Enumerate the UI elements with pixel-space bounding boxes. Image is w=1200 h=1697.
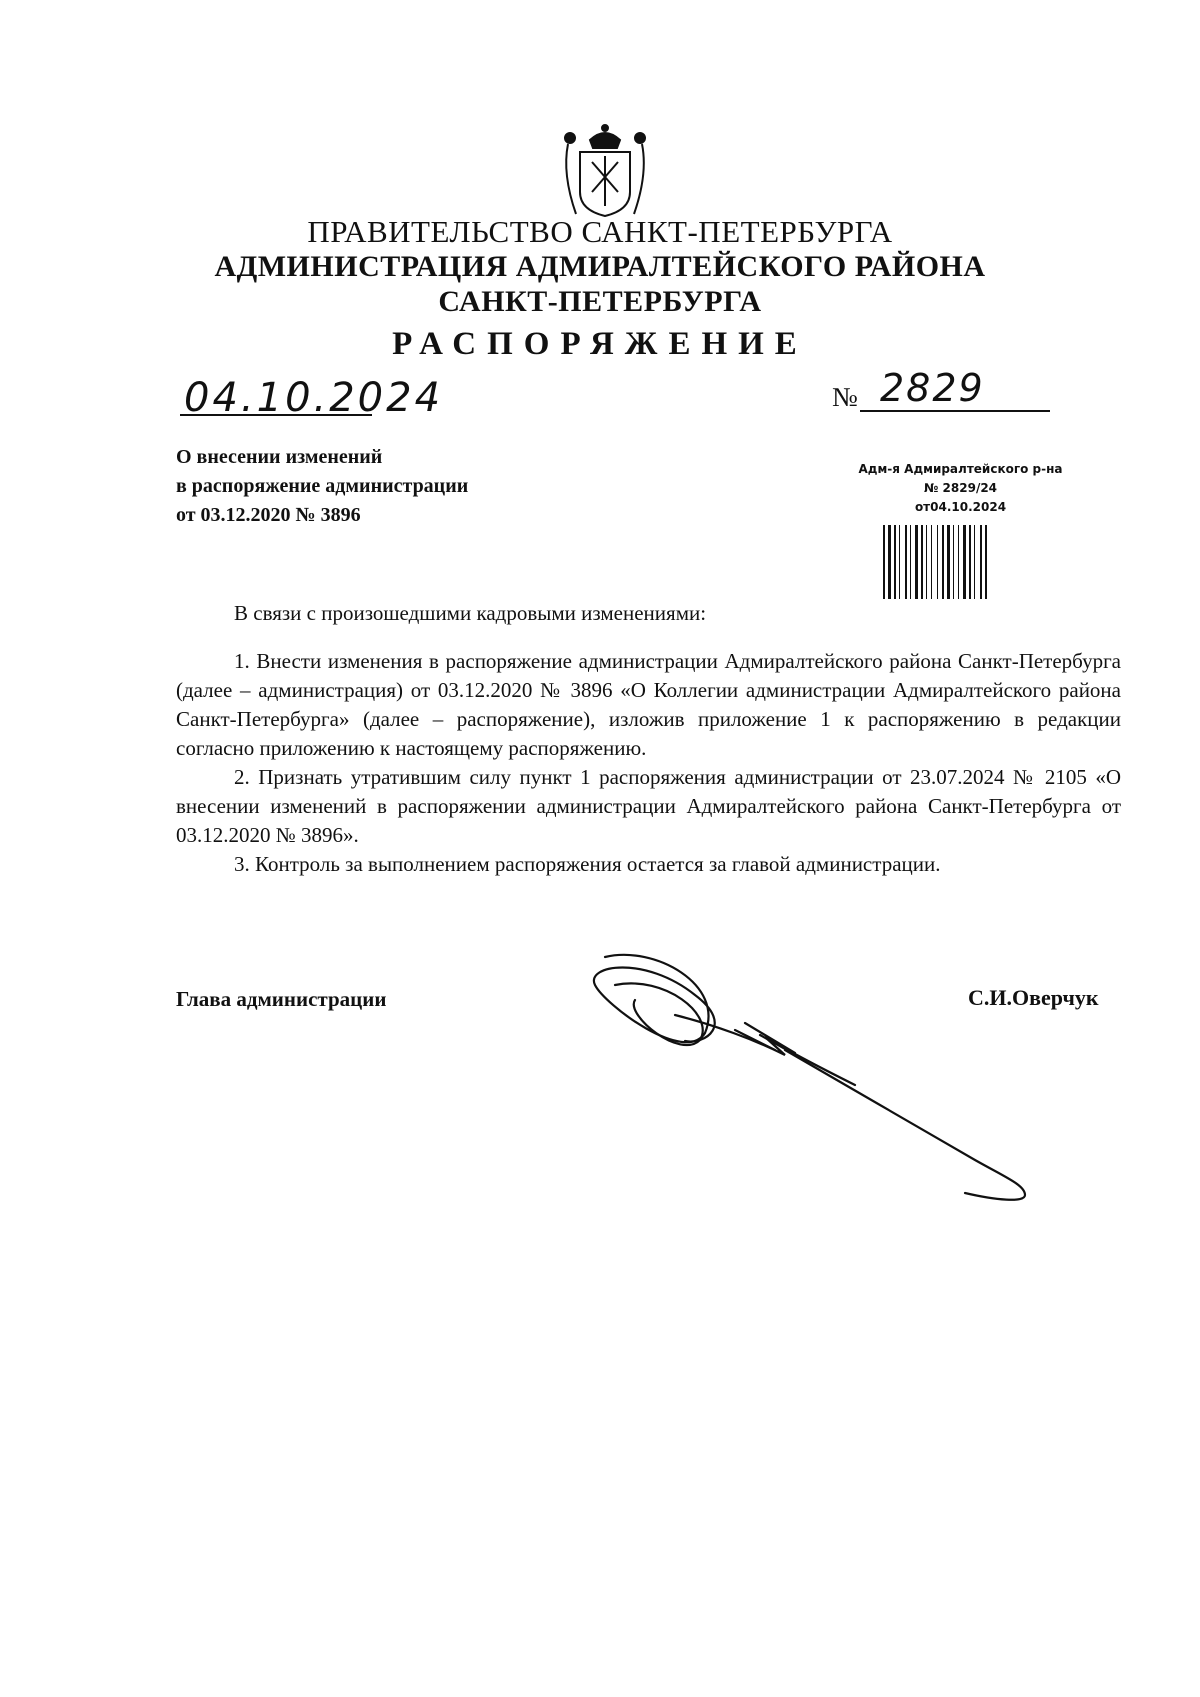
- signatory-name: С.И.Оверчук: [968, 985, 1099, 1010]
- barcode-bar: [910, 525, 911, 599]
- registration-stamp: [848, 460, 1073, 599]
- document-type: РАСПОРЯЖЕНИЕ: [392, 326, 808, 362]
- barcode-bar: [894, 525, 896, 599]
- barcode-bar: [974, 525, 975, 599]
- barcode-bar: [980, 525, 982, 599]
- barcode-bar: [899, 525, 900, 599]
- barcode-bar: [969, 525, 971, 599]
- city-name: САНКТ-ПЕТЕРБУРГА: [438, 285, 762, 318]
- handwritten-signature: [585, 945, 1055, 1210]
- barcode-bar: [963, 525, 966, 599]
- barcode-bar: [947, 525, 950, 599]
- barcode-bar: [926, 525, 927, 599]
- barcode-bar: [937, 525, 938, 599]
- barcode-bar: [985, 525, 987, 599]
- stamp-date: от04.10.2024: [914, 500, 1007, 514]
- body-text: [176, 647, 1121, 879]
- signatory-title: Глава администрации: [176, 987, 387, 1011]
- subject-line: в распоряжение администрации: [176, 475, 469, 497]
- intro-text: В связи с произошедшими кадровыми изменениями:: [234, 601, 707, 625]
- government-name: ПРАВИТЕЛЬСТВО САНКТ-ПЕТЕРБУРГА: [307, 214, 893, 249]
- subject-line: О внесении изменений: [176, 446, 383, 468]
- barcode-bar: [931, 525, 932, 599]
- barcode-bar: [921, 525, 923, 599]
- barcode-icon: [881, 525, 1041, 599]
- number-underline: [860, 410, 1050, 412]
- barcode-bar: [953, 525, 954, 599]
- coat-of-arms-icon: [560, 122, 650, 222]
- barcode-bar: [905, 525, 907, 599]
- document-date: 04.10.2024: [184, 375, 444, 421]
- barcode-bar: [883, 525, 885, 599]
- subject-block: [176, 443, 596, 530]
- subject-line: от 03.12.2020 № 3896: [176, 504, 361, 526]
- barcode-bar: [888, 525, 891, 599]
- barcode-bar: [958, 525, 959, 599]
- paragraph-1: 1. Внести изменения в распоряжение администрации Адмиралтейского района Санкт-Петербурга (далее – администрация) от 03.12.2020 № 3896 «О Коллегии администрации Адмиралтейского района Санкт-Петербурга» (далее – распоряжение), изложив приложение 1 к распоряжению в редакции согласно приложению к настоящему распоряжению.: [176, 649, 1121, 760]
- stamp-number: № 2829/24: [923, 481, 998, 495]
- stamp-org: Адм-я Адмиралтейского р-на: [858, 462, 1063, 476]
- administration-name: АДМИНИСТРАЦИЯ АДМИРАЛТЕЙСКОГО РАЙОНА: [214, 250, 986, 283]
- paragraph-3: 3. Контроль за выполнением распоряжения остается за главой администрации.: [234, 852, 941, 876]
- date-underline: [180, 414, 372, 416]
- paragraph-2: 2. Признать утратившим силу пункт 1 распоряжения администрации от 23.07.2024 № 2105 «О внесении изменений в распоряжении администрации Адмиралтейского района Санкт-Петербурга от 03.12.2020 № 3896».: [176, 765, 1121, 847]
- document-number: 2829: [880, 366, 985, 410]
- number-label: №: [832, 382, 858, 412]
- barcode-bar: [942, 525, 944, 599]
- barcode-bar: [915, 525, 918, 599]
